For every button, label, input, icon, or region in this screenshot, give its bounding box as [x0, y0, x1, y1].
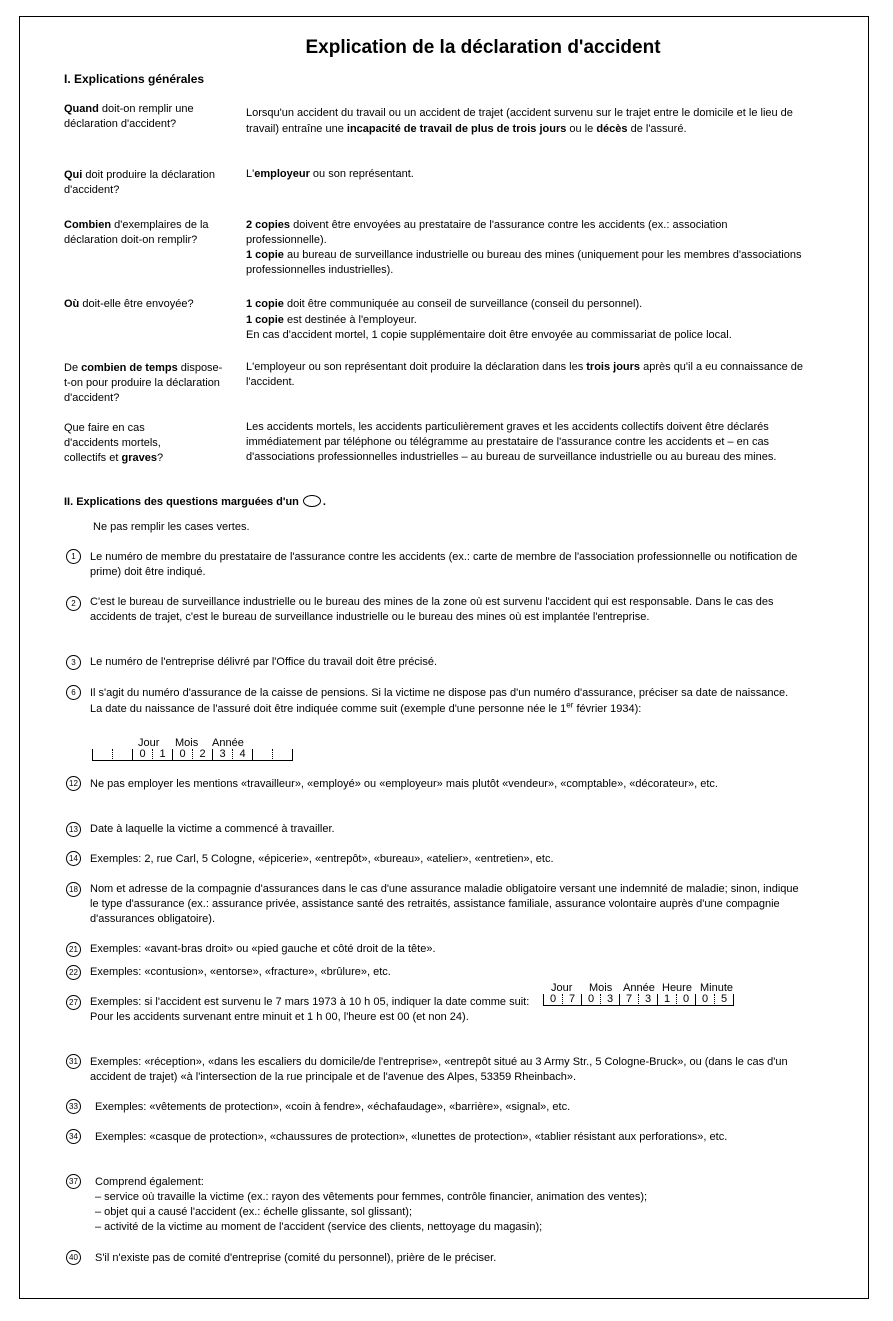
item-number-icon: 2: [66, 596, 81, 611]
grid-cell: 0: [581, 994, 600, 1006]
grid-cell: 7: [562, 994, 581, 1006]
item-number-icon: 33: [66, 1099, 81, 1114]
item-number-icon: 13: [66, 822, 81, 837]
answer-how-many: 2 copies doivent être envoyées au prestataire de l'assurance contre les accidents (ex.: association professionnelle). 1 copie au bureau de surveillance industrielle ou bureau des mines (uniquement pour les membres d'associations professionnelles industrielles).: [246, 219, 802, 276]
item-text: Exemples: si l'accident est survenu le 7 mars 1973 à 10 h 05, indiquer la date comme suit: Pour les accidents survenant entre minuit et 1 h 00, l'heure est 00 (et non 24).: [90, 996, 530, 1023]
grid-cell: 3: [600, 994, 619, 1006]
item-number-icon: 40: [66, 1250, 81, 1265]
item-number-icon: 3: [66, 655, 81, 670]
grid-cell: [252, 749, 272, 761]
item-text: Exemples: «casque de protection», «chaussures de protection», «lunettes de protection», «tablier résistant aux perforations», etc.: [95, 1131, 728, 1143]
grid-cell: 0: [695, 994, 714, 1006]
grid-header-day: Jour: [551, 982, 573, 994]
grid-cell: 0: [172, 749, 192, 761]
question-serious: Que faire en cas d'accidents mortels, collectifs et graves?: [64, 422, 164, 464]
answer-where: 1 copie doit être communiquée au conseil de surveillance (conseil du personnel). 1 copie est destinée à l'employeur. En cas d'accident mortel, 1 copie supplémentaire doit être envoyée au commissariat de police local.: [246, 298, 732, 341]
item-text: Exemples: «vêtements de protection», «coin à fendre», «échafaudage», «barrière», «signal», etc.: [95, 1101, 571, 1113]
grid-cell: [272, 749, 293, 761]
item-text: Date à laquelle la victime a commencé à travailler.: [90, 823, 335, 835]
note-green-boxes: Ne pas remplir les cases vertes.: [93, 521, 250, 533]
item-number-icon: 27: [66, 995, 81, 1010]
accident-date-grid: [543, 994, 734, 1006]
question-how-long: De combien de temps dispose-t-on pour produire la déclaration d'accident?: [64, 362, 223, 404]
item-number-icon: 34: [66, 1129, 81, 1144]
grid-header-month: Mois: [175, 737, 199, 749]
grid-cell: 2: [192, 749, 212, 761]
grid-header-year: Année: [623, 982, 655, 994]
question-how-many: Combien d'exemplaires de la déclaration doit-on remplir?: [64, 219, 209, 246]
item-number-icon: 18: [66, 882, 81, 897]
section2-heading: II. Explications des questions marguées d'un .: [64, 496, 326, 508]
grid-cell: 0: [676, 994, 695, 1006]
grid-cell: 3: [212, 749, 232, 761]
grid-cell: [112, 749, 132, 761]
grid-header-minute: Minute: [700, 982, 734, 994]
item-text: Exemples: 2, rue Carl, 5 Cologne, «épicerie», «entrepôt», «bureau», «atelier», «entretien», etc.: [90, 853, 554, 865]
question-who: Qui doit produire la déclaration d'accident?: [64, 169, 216, 196]
item-number-icon: 21: [66, 942, 81, 957]
oval-marker-icon: [303, 495, 321, 507]
item-text: Le numéro de l'entreprise délivré par l'Office du travail doit être précisé.: [90, 656, 438, 668]
grid-cell: 1: [657, 994, 676, 1006]
item-text: Exemples: «réception», «dans les escaliers du domicile/de l'entreprise», «entrepôt situé au 3 Army Str., 5 Cologne-Bruck», ou (dans le cas d'un accident de trajet) «à l'intersection de la rue principale et de l'avenue des Alpes, 53359 Rheinbach».: [90, 1056, 788, 1083]
item-text: Exemples: «avant-bras droit» ou «pied gauche et côté droit de la tête».: [90, 943, 436, 955]
answer-who: L'employeur ou son représentant.: [246, 168, 414, 180]
grid-header-month: Mois: [589, 982, 613, 994]
answer-serious: Les accidents mortels, les accidents particulièrement graves et les accidents collectifs doivent être déclarés immédiatement par téléphone ou télégramme au prestataire de l'assurance contre les accidents et – en cas d'associations professionnelles industrielles – au bureau de surveillance industrielle ou au bureau des mines.: [246, 421, 777, 463]
question-where: Où doit-elle être envoyée?: [64, 298, 194, 310]
item-number-icon: 31: [66, 1054, 81, 1069]
grid-header-hour: Heure: [662, 982, 692, 994]
grid-cell: 0: [132, 749, 152, 761]
page-title: Explication de la déclaration d'accident: [305, 37, 661, 58]
grid-cell: 7: [619, 994, 638, 1006]
item-number-icon: 14: [66, 851, 81, 866]
answer-how-long: L'employeur ou son représentant doit produire la déclaration dans les trois jours après qu'il a eu connaissance de l'accident.: [246, 361, 803, 388]
item-text: Ne pas employer les mentions «travailleur», «employé» ou «employeur» mais plutôt «vendeur», «comptable», «décorateur», etc.: [90, 778, 718, 790]
answer-when: Lorsqu'un accident du travail ou un accident de trajet (accident survenu sur le trajet entre le domicile et le lieu de travail) entraîne une incapacité de travail de plus de trois jours ou le décès de l'assuré.: [246, 107, 793, 135]
grid-header-day: Jour: [138, 737, 160, 749]
item-text: Exemples: «contusion», «entorse», «fracture», «brûlure», etc.: [90, 966, 391, 978]
item-number-icon: 22: [66, 965, 81, 980]
grid-cell: 5: [714, 994, 734, 1006]
birth-date-grid: [92, 749, 293, 761]
grid-cell: [92, 749, 112, 761]
item-number-icon: 12: [66, 776, 81, 791]
grid-cell: 1: [152, 749, 172, 761]
item-text: C'est le bureau de surveillance industrielle ou le bureau des mines de la zone où est survenu l'accident qui est responsable. Dans le cas des accidents de trajet, c'est le bureau de surveillance industrielle ou le bureau des mines où est implantée l'entreprise.: [90, 596, 774, 623]
item-text: Il s'agit du numéro d'assurance de la caisse de pensions. Si la victime ne dispose pas d'un numéro d'assurance, préciser sa date de naissance. La date du naissance de l'assuré doit être indiquée comme suit (exemple d'une personne née le 1er février 1934):: [90, 687, 789, 715]
item-number-icon: 37: [66, 1174, 81, 1189]
question-when: Quand doit-on remplir une déclaration d'accident?: [64, 103, 194, 130]
item-number-icon: 6: [66, 685, 81, 700]
grid-header-year: Année: [212, 737, 244, 749]
item-number-icon: 1: [66, 549, 81, 564]
item-text: Le numéro de membre du prestataire de l'assurance contre les accidents (ex.: carte de membre de l'association professionnelle ou notification de prime) doit être indiqué.: [90, 551, 798, 578]
section1-heading: I. Explications générales: [64, 72, 205, 86]
grid-cell: 4: [232, 749, 252, 761]
grid-cell: 0: [543, 994, 562, 1006]
item-text: Nom et adresse de la compagnie d'assurances dans le cas d'une assurance maladie obligatoire versant une indemnité de maladie; sinon, indique le type d'assurance (ex.: assurance privée, assistance santé des retraités, assistance familiale, assurance volontaire auprès d'une compagnie d'assurances obligatoire).: [90, 883, 799, 925]
item-text: S'il n'existe pas de comité d'entreprise (comité du personnel), prière de le préciser.: [95, 1252, 497, 1264]
grid-cell: 3: [638, 994, 657, 1006]
item-text: Comprend également: – service où travaille la victime (ex.: rayon des vêtements pour femmes, contrôle financier, animation des ventes); – objet qui a causé l'accident (ex.: échelle glissante, sol glissant); – activité de la victime au moment de l'accident (service des clients, nettoyage du magasin);: [95, 1176, 648, 1233]
